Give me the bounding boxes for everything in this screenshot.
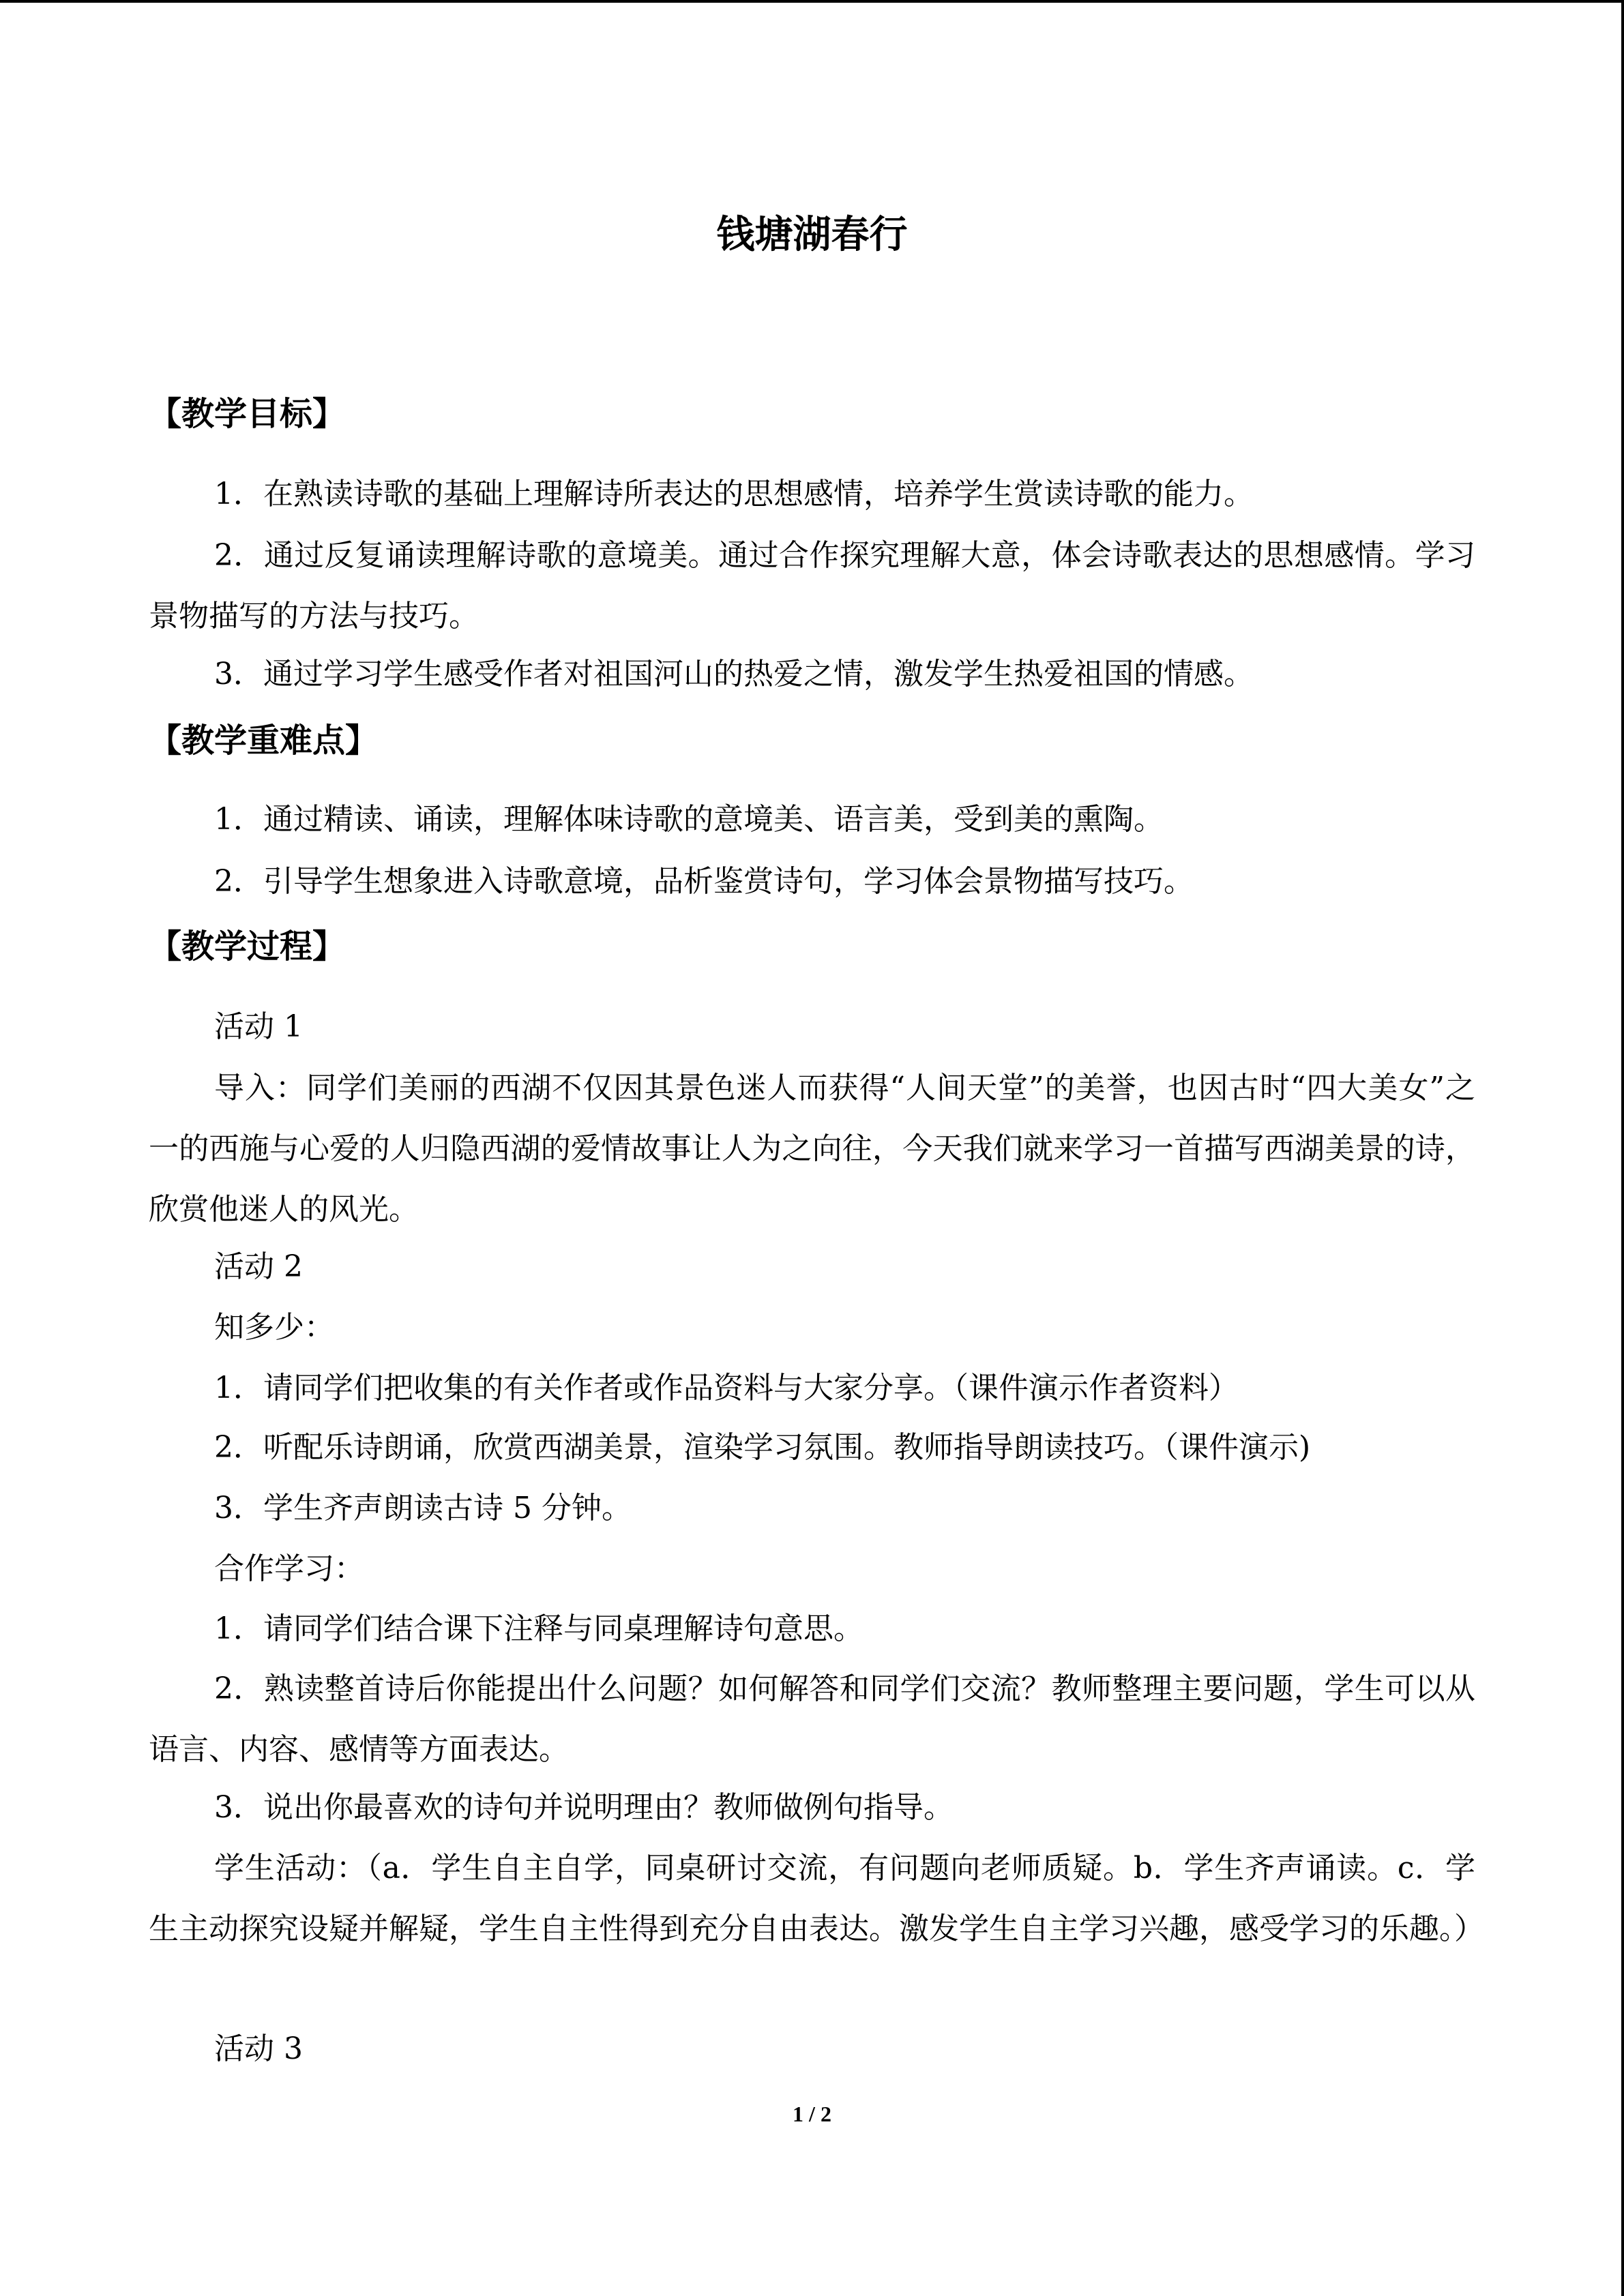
cooperative-item-2: 2．熟读整首诗后你能提出什么问题？如何解答和同学们交流？教师整理主要问题，学生可以从语言、内容、感情等方面表达。 [149,1671,1475,1767]
knowledge-item-2: 2．听配乐诗朗诵，欣赏西湖美景，渲染学习氛围。教师指导朗读技巧。（课件演示) [214,1430,1311,1465]
page-number: 1 / 2 [793,2102,831,2126]
cooperative-learning-label: 合作学习： [214,1551,364,1586]
activity-1-label: 活动 1 [214,1009,303,1044]
student-activity-paragraph: 学生活动：（a．学生自主自学，同桌研讨交流，有问题向老师质疑。b．学生齐声诵读。c．学生主动探究设疑并解疑，学生自主性得到充分自由表达。激发学生自主学习兴趣，感受学习的乐趣。） [149,1851,1484,1946]
intro-paragraph: 导入：同学们美丽的西湖不仅因其景色迷人而获得“人间天堂”的美誉，也因古时“四大美女”之一的西施与心爱的人归隐西湖的爱情故事让人为之向往，今天我们就来学习一首描写西湖美景的诗，欣赏他迷人的风光。 [149,1071,1475,1227]
goal-item-2: 2．通过反复诵读理解诗歌的意境美。通过合作探究理解大意，体会诗歌表达的思想感情。学习景物描写的方法与技巧。 [149,538,1475,633]
section-heading-goals: 【教学目标】 [149,395,346,433]
activity-3-label: 活动 3 [214,2031,303,2066]
knowledge-item-1: 1．请同学们把收集的有关作者或作品资料与大家分享。（课件演示作者资料） [214,1371,1239,1405]
goal-item-1: 1．在熟读诗歌的基础上理解诗所表达的思想感情，培养学生赏读诗歌的能力。 [214,477,1254,511]
cooperative-item-3: 3．说出你最喜欢的诗句并说明理由？教师做例句指导。 [214,1790,954,1825]
key-point-item-2: 2．引导学生想象进入诗歌意境，品析鉴赏诗句，学习体会景物描写技巧。 [214,864,1194,899]
page-frame-right [1621,0,1624,2296]
document-title: 钱塘湖春行 [716,213,908,257]
activity-2-label: 活动 2 [214,1249,303,1284]
section-heading-key-points: 【教学重难点】 [149,721,379,760]
key-point-item-1: 1．通过精读、诵读，理解体味诗歌的意境美、语言美，受到美的熏陶。 [214,802,1164,837]
section-heading-process: 【教学过程】 [149,927,346,966]
knowledge-item-3: 3．学生齐声朗读古诗 5 分钟。 [214,1491,632,1525]
cooperative-item-1: 1．请同学们结合课下注释与同桌理解诗句意思。 [214,1611,863,1646]
document-page [149,0,1484,2296]
knowledge-label: 知多少： [214,1310,334,1345]
goal-item-3: 3．通过学习学生感受作者对祖国河山的热爱之情，激发学生热爱祖国的情感。 [214,657,1254,691]
